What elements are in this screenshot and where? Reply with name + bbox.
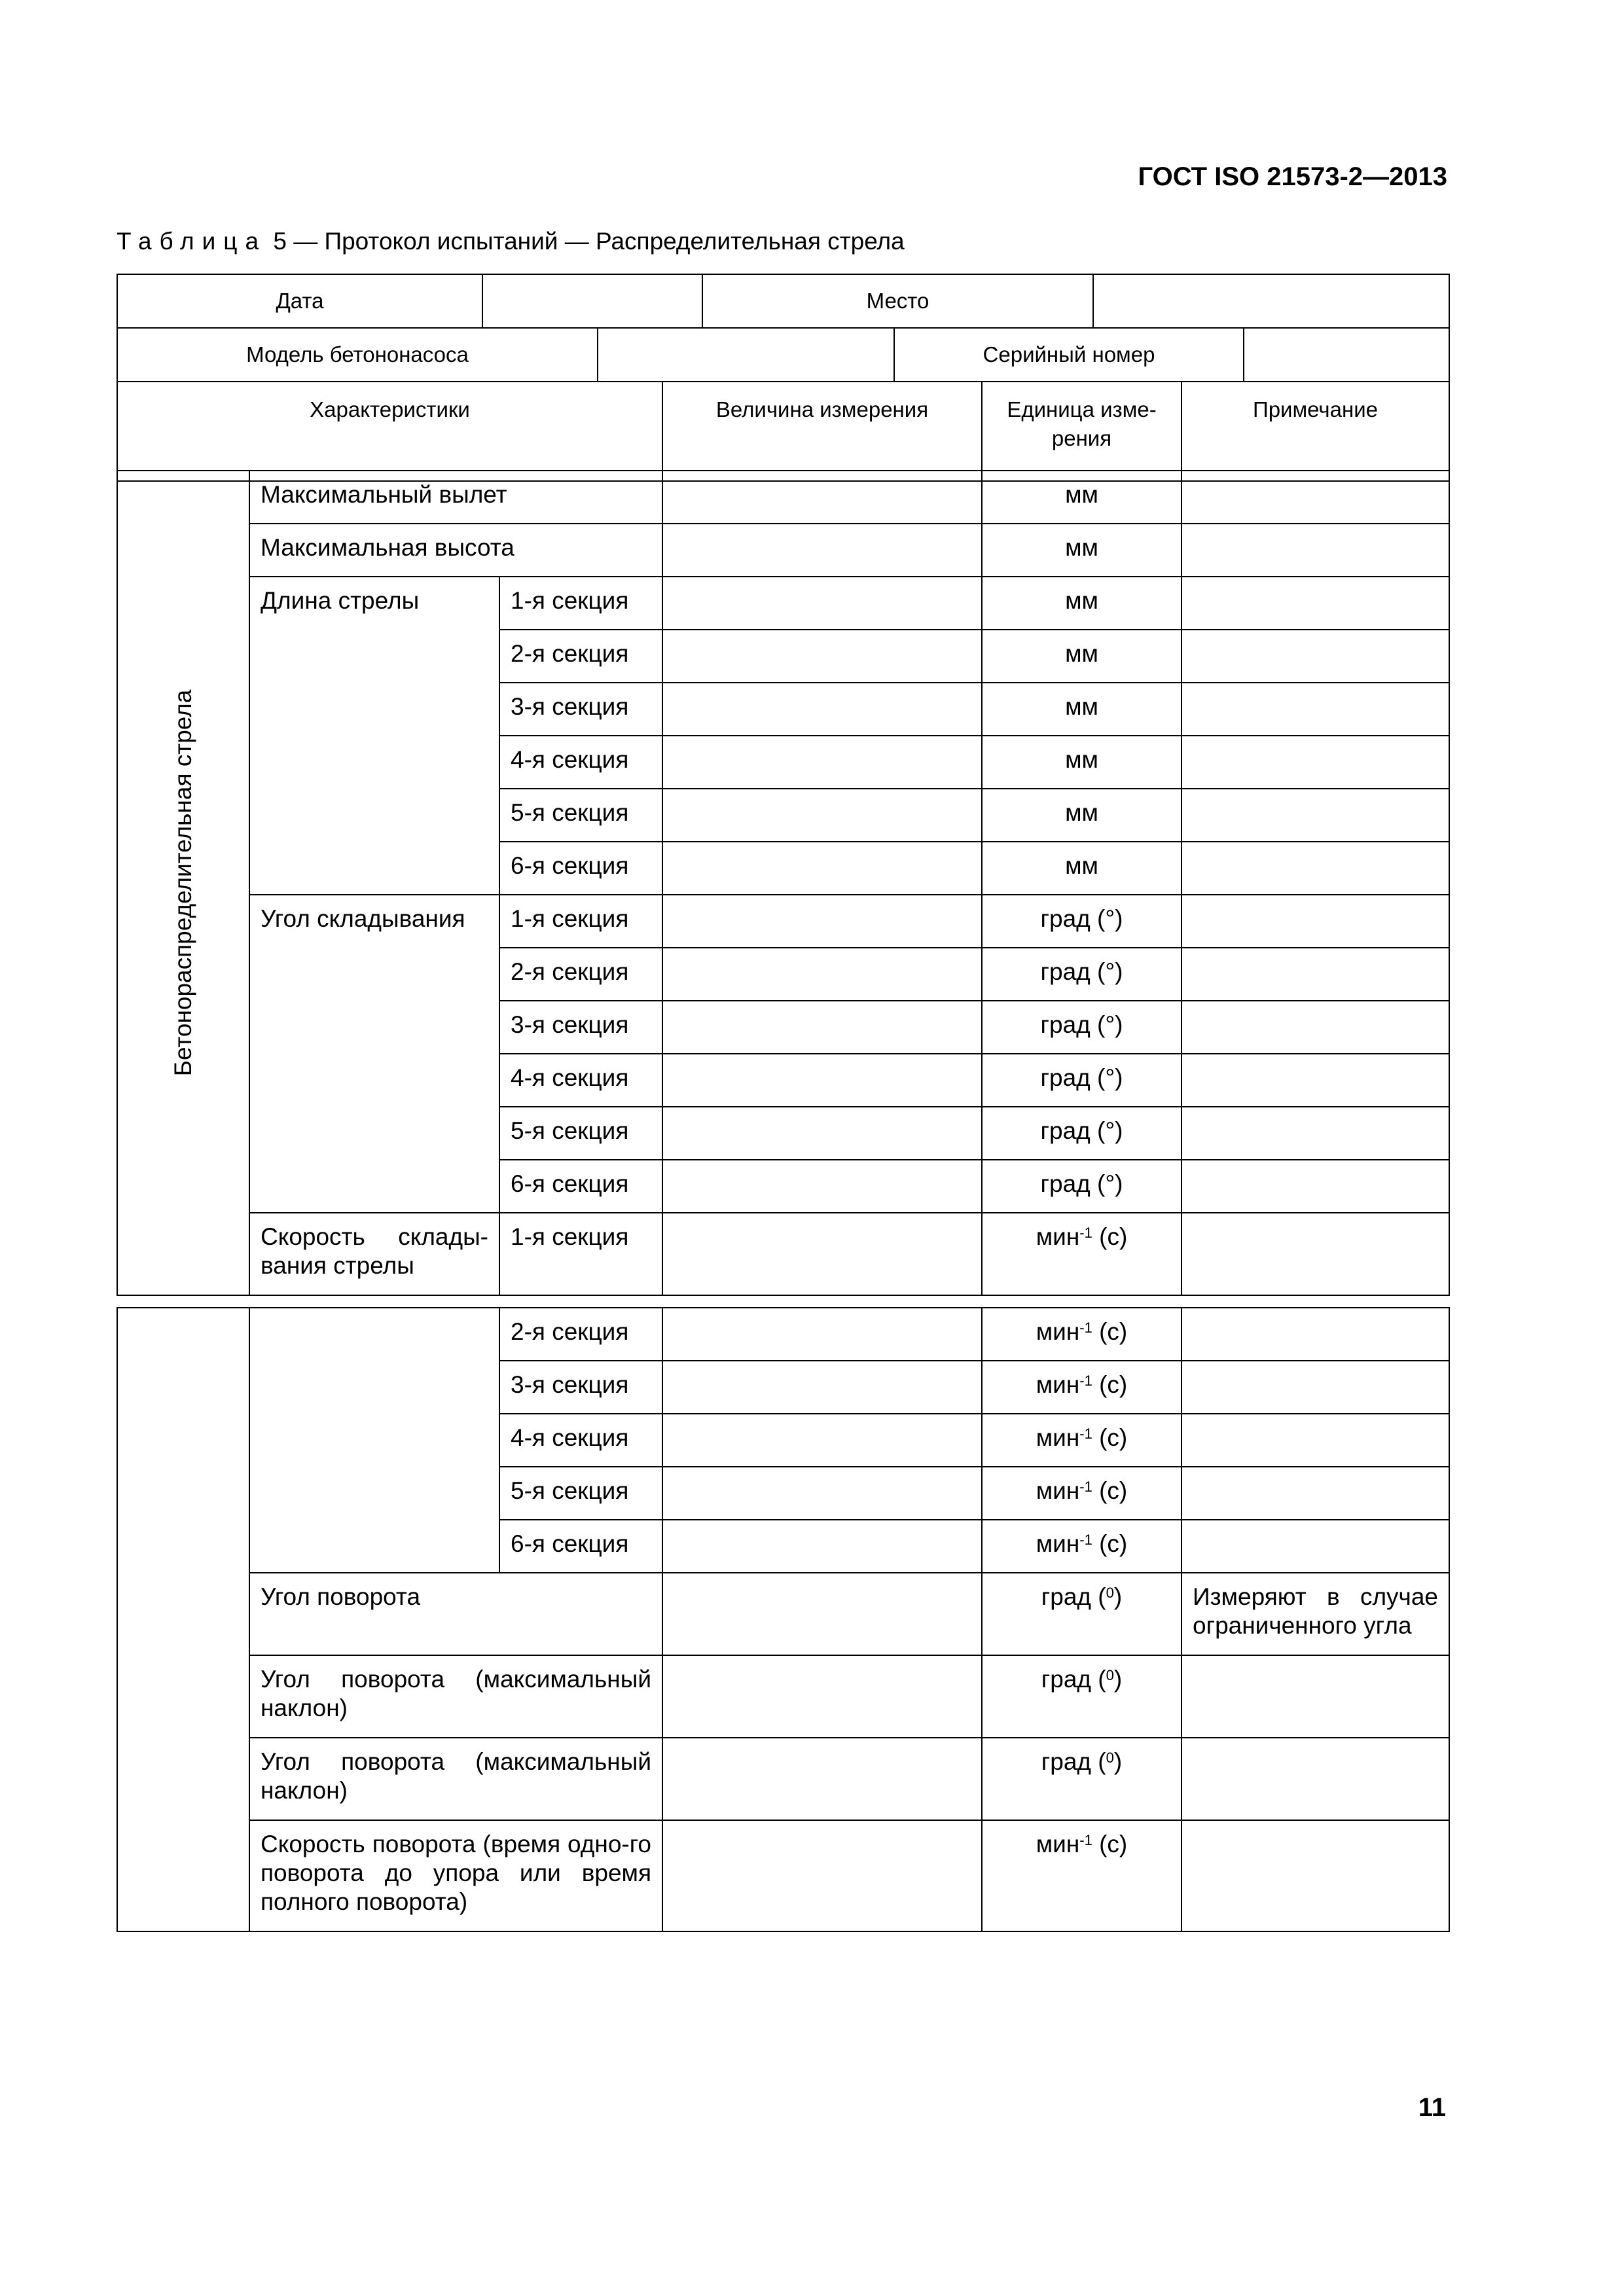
row-label: Максимальный вылет: [249, 471, 662, 524]
value-cell[interactable]: [662, 1308, 982, 1361]
note-cell[interactable]: [1182, 948, 1449, 1001]
place-label: Место: [702, 274, 1093, 328]
note-cell[interactable]: [1182, 1738, 1449, 1820]
note-cell[interactable]: [1182, 1160, 1449, 1213]
row-label-empty: [249, 1308, 499, 1573]
form-header-table: [117, 274, 1450, 382]
note-cell[interactable]: [1182, 471, 1449, 524]
caption-number: 5: [273, 228, 287, 255]
model-label: Модель бетононасоса: [117, 328, 598, 382]
row-label: Максимальная высота: [249, 524, 662, 577]
row-label: Скорость склады-вания стрелы: [249, 1213, 499, 1295]
value-cell[interactable]: [662, 524, 982, 577]
section-label: 6-я секция: [499, 1160, 662, 1213]
unit-cell: мин$^{-1}$ (с): [982, 1467, 1182, 1520]
date-label: Дата: [117, 274, 482, 328]
group-label: Бетонораспределительная стрела: [170, 689, 196, 1077]
section-label: 3-я секция: [499, 683, 662, 736]
standard-number: ГОСТ ISO 21573-2—2013: [1138, 162, 1447, 191]
value-cell[interactable]: [662, 1361, 982, 1414]
section-label: 5-я секция: [499, 1467, 662, 1520]
unit-cell: мм: [982, 842, 1182, 895]
protocol-table-continued: [117, 1307, 1450, 1932]
caption-title: — Протокол испытаний — Распределительная стрела: [293, 228, 905, 255]
model-value-cell[interactable]: [598, 328, 894, 382]
section-label: 1-я секция: [499, 895, 662, 948]
unit-cell: мм: [982, 524, 1182, 577]
section-label: 2-я секция: [499, 630, 662, 683]
note-cell[interactable]: [1182, 789, 1449, 842]
note-cell[interactable]: [1182, 683, 1449, 736]
unit-cell: мин$^{-1}$ (с): [982, 1414, 1182, 1467]
row-label: Угол поворота: [249, 1573, 662, 1655]
row-label: Угол поворота (максимальный наклон): [249, 1655, 662, 1738]
value-cell[interactable]: [662, 1160, 982, 1213]
note-cell[interactable]: [1182, 630, 1449, 683]
note-cell[interactable]: [1182, 1107, 1449, 1160]
value-cell[interactable]: [662, 842, 982, 895]
unit-cell: град ($^0$): [982, 1738, 1182, 1820]
unit-cell: град (°): [982, 1054, 1182, 1107]
section-label: 6-я секция: [499, 1520, 662, 1573]
note-cell[interactable]: [1182, 1361, 1449, 1414]
unit-cell: град (°): [982, 1001, 1182, 1054]
note-cell[interactable]: [1182, 1520, 1449, 1573]
value-cell[interactable]: [662, 1655, 982, 1738]
unit-cell: град (°): [982, 895, 1182, 948]
value-cell[interactable]: [662, 789, 982, 842]
value-cell[interactable]: [662, 471, 982, 524]
unit-cell: мм: [982, 789, 1182, 842]
group-label-cell: [117, 471, 249, 1295]
column-unit: Единица изме-рения: [982, 382, 1182, 481]
serial-value-cell[interactable]: [1244, 328, 1449, 382]
serial-label: Серийный номер: [894, 328, 1244, 382]
note-cell[interactable]: [1182, 1467, 1449, 1520]
unit-cell: мм: [982, 471, 1182, 524]
unit-cell: град (°): [982, 1160, 1182, 1213]
unit-cell: мин$^{-1}$ (с): [982, 1820, 1182, 1931]
section-label: 2-я секция: [499, 948, 662, 1001]
value-cell[interactable]: [662, 1107, 982, 1160]
unit-cell: мин$^{-1}$ (с): [982, 1308, 1182, 1361]
column-measurement: Величина измерения: [662, 382, 982, 481]
unit-cell: мин$^{-1}$ (с): [982, 1520, 1182, 1573]
value-cell[interactable]: [662, 1820, 982, 1931]
value-cell[interactable]: [662, 1573, 982, 1655]
unit-cell: град ($^0$): [982, 1655, 1182, 1738]
note-cell[interactable]: [1182, 524, 1449, 577]
unit-cell: мин$^{-1}$ (с): [982, 1213, 1182, 1295]
date-value-cell[interactable]: [482, 274, 702, 328]
table-caption: [117, 228, 905, 255]
note-cell[interactable]: [1182, 895, 1449, 948]
unit-cell: мм: [982, 577, 1182, 630]
value-cell[interactable]: [662, 683, 982, 736]
note-cell[interactable]: [1182, 1655, 1449, 1738]
unit-cell: мм: [982, 683, 1182, 736]
column-note: Примечание: [1182, 382, 1449, 481]
note-cell: Измеряют в случае ограниченного угла: [1182, 1573, 1449, 1655]
protocol-table: [117, 470, 1450, 1296]
row-label: Длина стрелы: [249, 577, 499, 895]
caption-label: Таблица: [117, 228, 267, 255]
row-label: Угол складывания: [249, 895, 499, 1213]
note-cell[interactable]: [1182, 1820, 1449, 1931]
unit-cell: град (°): [982, 1107, 1182, 1160]
note-cell[interactable]: [1182, 842, 1449, 895]
note-cell[interactable]: [1182, 1213, 1449, 1295]
value-cell[interactable]: [662, 1520, 982, 1573]
value-cell[interactable]: [662, 1054, 982, 1107]
section-label: 5-я секция: [499, 789, 662, 842]
unit-cell: мм: [982, 630, 1182, 683]
value-cell[interactable]: [662, 736, 982, 789]
unit-cell: град (°): [982, 948, 1182, 1001]
value-cell[interactable]: [662, 1213, 982, 1295]
section-label: 4-я секция: [499, 736, 662, 789]
note-cell[interactable]: [1182, 1414, 1449, 1467]
place-value-cell[interactable]: [1093, 274, 1449, 328]
column-header-table: [117, 381, 1450, 482]
note-cell[interactable]: [1182, 1054, 1449, 1107]
section-label: 2-я секция: [499, 1308, 662, 1361]
page-number: 11: [1418, 2093, 1446, 2122]
value-cell[interactable]: [662, 1738, 982, 1820]
section-label: 4-я секция: [499, 1414, 662, 1467]
section-label: 6-я секция: [499, 842, 662, 895]
unit-cell: мм: [982, 736, 1182, 789]
unit-cell: град ($^0$): [982, 1573, 1182, 1655]
section-label: 5-я секция: [499, 1107, 662, 1160]
value-cell[interactable]: [662, 1467, 982, 1520]
value-cell[interactable]: [662, 1001, 982, 1054]
row-label: Угол поворота (максимальный наклон): [249, 1738, 662, 1820]
note-cell[interactable]: [1182, 1308, 1449, 1361]
value-cell[interactable]: [662, 630, 982, 683]
note-cell[interactable]: [1182, 736, 1449, 789]
section-label: 3-я секция: [499, 1001, 662, 1054]
value-cell[interactable]: [662, 577, 982, 630]
note-cell[interactable]: [1182, 1001, 1449, 1054]
value-cell[interactable]: [662, 1414, 982, 1467]
value-cell[interactable]: [662, 948, 982, 1001]
section-label: 1-я секция: [499, 577, 662, 630]
note-cell[interactable]: [1182, 577, 1449, 630]
unit-cell: мин$^{-1}$ (с): [982, 1361, 1182, 1414]
value-cell[interactable]: [662, 895, 982, 948]
section-label: 3-я секция: [499, 1361, 662, 1414]
section-label: 1-я секция: [499, 1213, 662, 1295]
row-label: Скорость поворота (время одно-го поворота до упора или время полного поворота): [249, 1820, 662, 1931]
group-label-cell-empty: [117, 1308, 249, 1931]
section-label: 4-я секция: [499, 1054, 662, 1107]
column-characteristics: Характеристики: [117, 382, 662, 481]
